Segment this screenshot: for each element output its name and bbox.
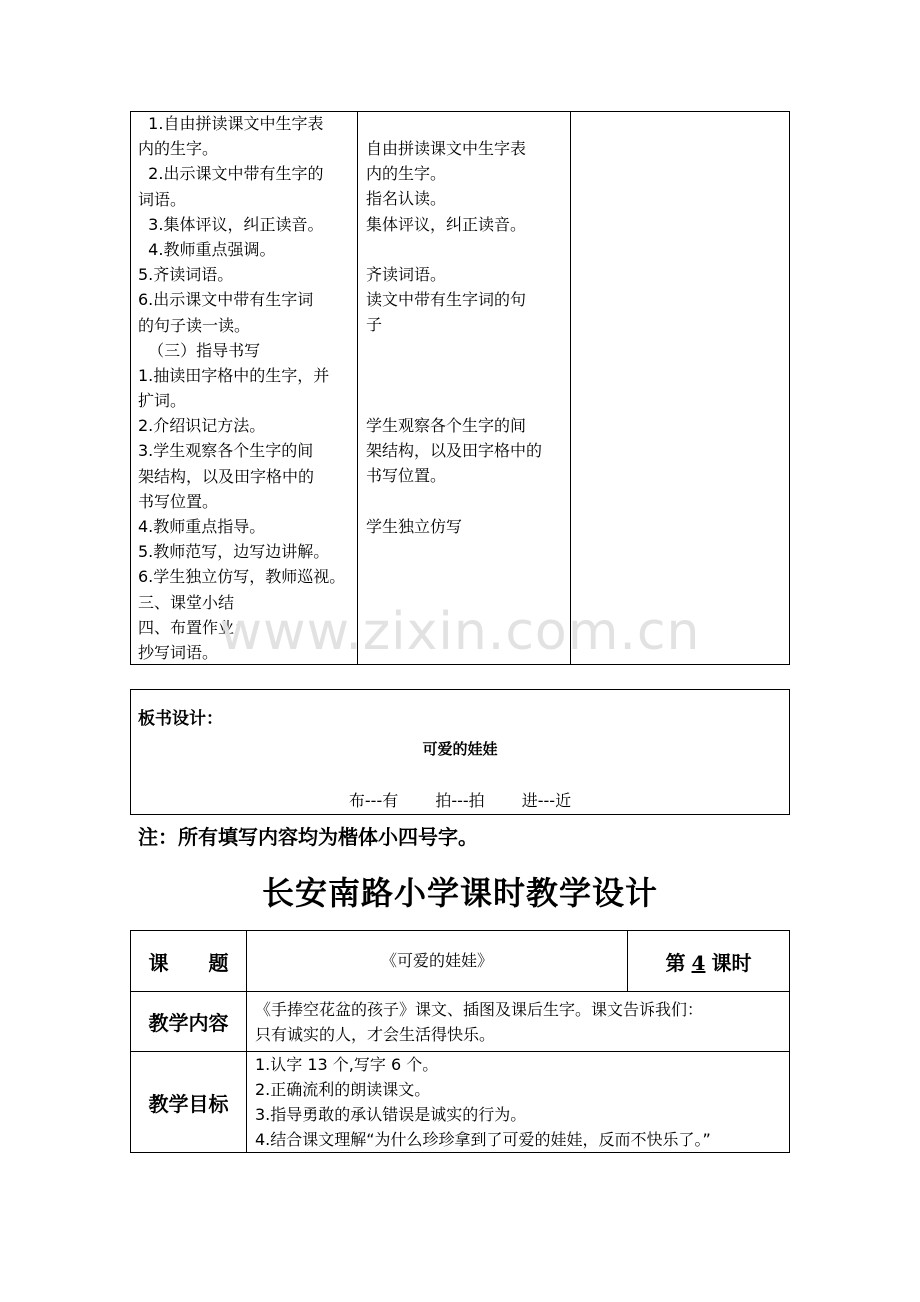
- word-pair: 布---有: [348, 791, 399, 810]
- text-line: 齐读词语。: [366, 264, 447, 284]
- text-line: [366, 489, 566, 514]
- board-design-title: 可爱的娃娃: [422, 740, 498, 758]
- text-line: （三）指导书写: [138, 340, 261, 360]
- format-note: 注：所有填写内容均为楷体小四号字。: [138, 825, 478, 849]
- text-line: 内的生字。: [138, 139, 219, 159]
- text-line: 学生独立仿写: [366, 516, 463, 536]
- text-line: 扩词。: [138, 391, 187, 411]
- text-line: 指名认读。: [366, 189, 447, 209]
- text-line: 抄写词语。: [138, 642, 219, 662]
- board-design-label: 板书设计：: [138, 709, 223, 729]
- text-line: 子: [366, 315, 383, 335]
- text-line: [366, 338, 566, 363]
- text-line: 架结构，以及田字格中的: [366, 441, 543, 461]
- text-line: 内的生字。: [366, 164, 447, 184]
- column-divider: [570, 112, 571, 664]
- text-line: 6.学生独立仿写，教师巡视。: [138, 567, 346, 587]
- period-number: 4: [691, 950, 706, 975]
- period-cell: 第 4 课时: [628, 931, 790, 992]
- topic-label: 课 题: [131, 931, 247, 992]
- text-line: 书写位置。: [138, 491, 219, 511]
- student-activities-column: [366, 136, 566, 539]
- board-word-pairs: [130, 788, 790, 811]
- text-line: 4.教师重点强调。: [138, 239, 276, 259]
- text-line: [366, 388, 566, 413]
- lesson-info-table: [130, 930, 790, 1153]
- text-line: 2.介绍识记方法。: [138, 416, 266, 436]
- text-line: [366, 363, 566, 388]
- text-line: 词语。: [138, 189, 187, 209]
- text-line: 四、布置作业：: [138, 617, 251, 637]
- content-value: 《手捧空花盆的孩子》课文、插图及课后生字。课文告诉我们： 只有诚实的人，才会生活得快乐。: [247, 992, 790, 1052]
- goals-value: 1.认字 13 个,写字 6 个。 2.正确流利的朗读课文。 3.指导勇敢的承认错误是诚实的行为。 4.结合课文理解“为什么珍珍拿到了可爱的娃娃，反而不快乐了。”: [247, 1052, 790, 1153]
- text-line: [366, 237, 566, 262]
- text-line: 6.出示课文中带有生字词: [138, 290, 314, 310]
- text-line: 三、课堂小结: [138, 592, 235, 612]
- text-line: 3.集体评议，纠正读音。: [138, 214, 324, 234]
- text-line: 的句子读一读。: [138, 315, 251, 335]
- teacher-activities-column: [138, 111, 358, 665]
- topic-row: [131, 931, 790, 992]
- document-title: 长安南路小学课时教学设计: [261, 874, 658, 912]
- text-line: 4.教师重点指导。: [138, 517, 266, 536]
- text-line: 读文中带有生字词的句: [366, 290, 527, 310]
- text-line: 1.自由拼读课文中生字表: [138, 114, 324, 133]
- word-pair: 拍---拍: [435, 791, 485, 810]
- text-line: 5.教师范写，边写边讲解。: [138, 542, 330, 562]
- goals-row: [131, 1052, 790, 1153]
- text-line: 书写位置。: [366, 466, 447, 486]
- topic-value: 《可爱的娃娃》: [247, 931, 628, 992]
- word-pair: 进---近: [521, 791, 572, 810]
- watermark: www.zixin.com.cn: [219, 602, 701, 662]
- text-line: 3.学生观察各个生字的间: [138, 441, 314, 461]
- text-line: 1.抽读田字格中的生字，并: [138, 365, 330, 385]
- content-label: 教学内容: [131, 992, 247, 1052]
- goals-label: 教学目标: [131, 1052, 247, 1153]
- text-line: 集体评议，纠正读音。: [366, 214, 527, 234]
- text-line: 5.齐读词语。: [138, 265, 234, 285]
- text-line: 架结构，以及田字格中的: [138, 466, 315, 486]
- text-line: 学生观察各个生字的间: [366, 416, 527, 436]
- text-line: 自由拼读课文中生字表: [366, 139, 527, 158]
- text-line: 2.出示课文中带有生字的: [138, 164, 324, 184]
- content-row: [131, 992, 790, 1052]
